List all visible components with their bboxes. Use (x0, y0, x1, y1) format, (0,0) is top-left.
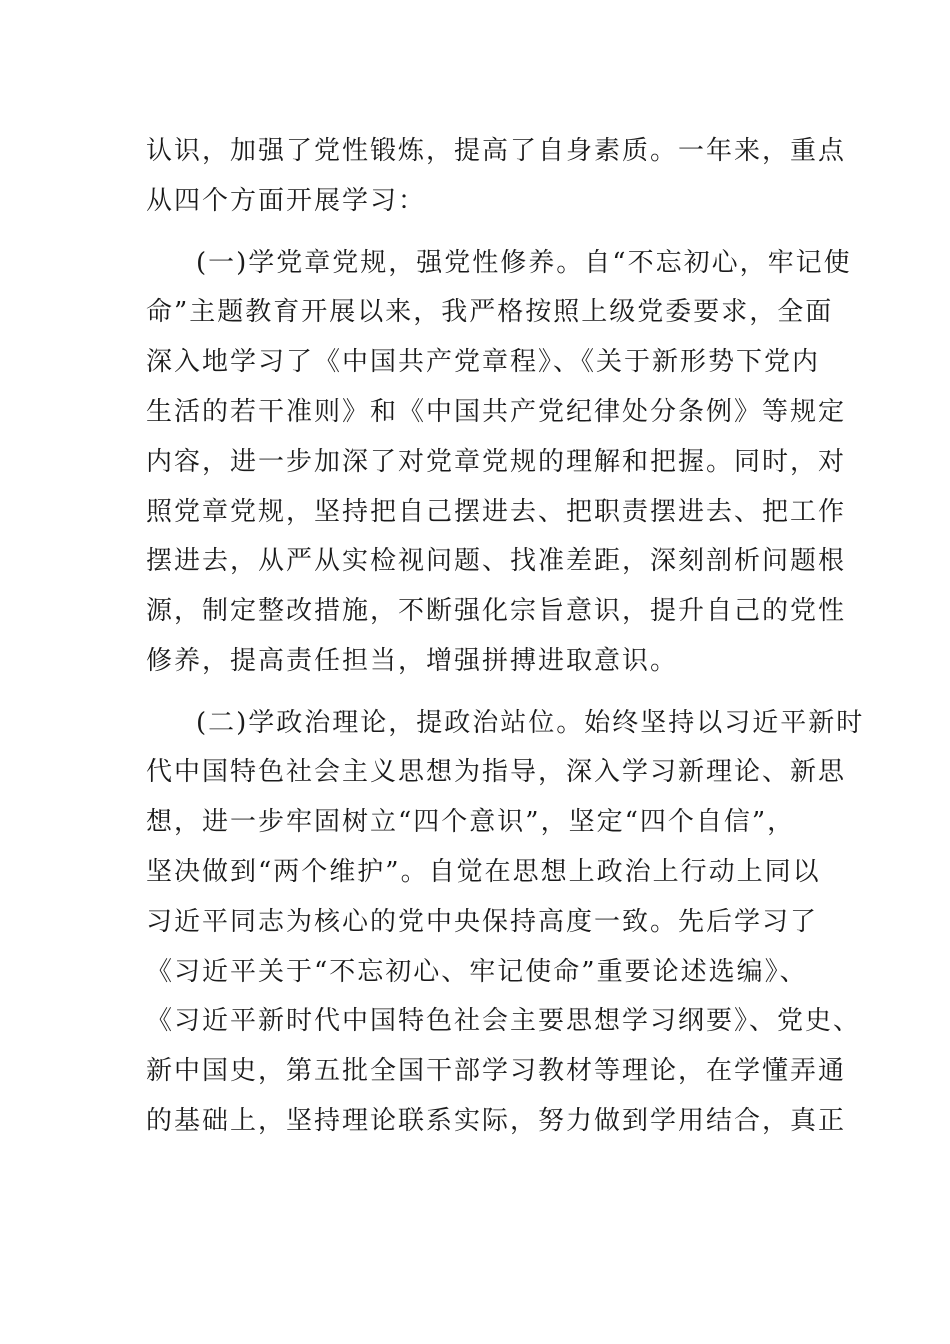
text-line: 源，制定整改措施，不断强化宗旨意识，提升自己的党性 (146, 596, 847, 626)
text-line: 新中国史，第五批全国干部学习教材等理论，在学懂弄通 (146, 1056, 847, 1086)
text-line: 照党章党规，坚持把自己摆进去、把职责摆进去、把工作 (146, 497, 847, 527)
text-line: 命”主题教育开展以来，我严格按照上级党委要求，全面 (146, 297, 834, 327)
text-line: 坚决做到“两个维护”。自觉在思想上政治上行动上同以 (146, 857, 821, 887)
text-line: 深入地学习了《中国共产党章程》、《关于新形势下党内 (146, 347, 821, 377)
text-line: 《习近平关于“不忘初心、牢记使命”重要论述选编》、 (146, 957, 808, 987)
text-line: 代中国特色社会主义思想为指导，深入学习新理论、新思 (146, 757, 847, 787)
text-line: 修养，提高责任担当，增强拼搏进取意识。 (146, 646, 679, 676)
text-line: 生活的若干准则》和《中国共产党纪律处分条例》等规定 (146, 397, 847, 427)
text-line: 习近平同志为核心的党中央保持高度一致。先后学习了 (146, 907, 819, 937)
paragraph-2-first-line: (二)学政治理论，提政治站位。始终坚持以习近平新时 (196, 708, 865, 738)
paragraph-1-first-line: (一)学党章党规，强党性修养。自“不忘初心，牢记使 (196, 248, 852, 278)
text-line: 的基础上，坚持理论联系实际，努力做到学用结合，真正 (146, 1106, 847, 1136)
text-line: 想，进一步牢固树立“四个意识”，坚定“四个自信”， (146, 807, 796, 837)
text-line: 从四个方面开展学习： (146, 186, 427, 216)
text-line: 《习近平新时代中国特色社会主要思想学习纲要》、党史、 (146, 1006, 862, 1036)
text-line: 内容，进一步加深了对党章党规的理解和把握。同时，对 (146, 447, 847, 477)
text-line: 认识，加强了党性锻炼，提高了自身素质。一年来，重点 (146, 136, 847, 166)
text-line: 摆进去，从严从实检视问题、找准差距，深刻剖析问题根 (146, 546, 847, 576)
